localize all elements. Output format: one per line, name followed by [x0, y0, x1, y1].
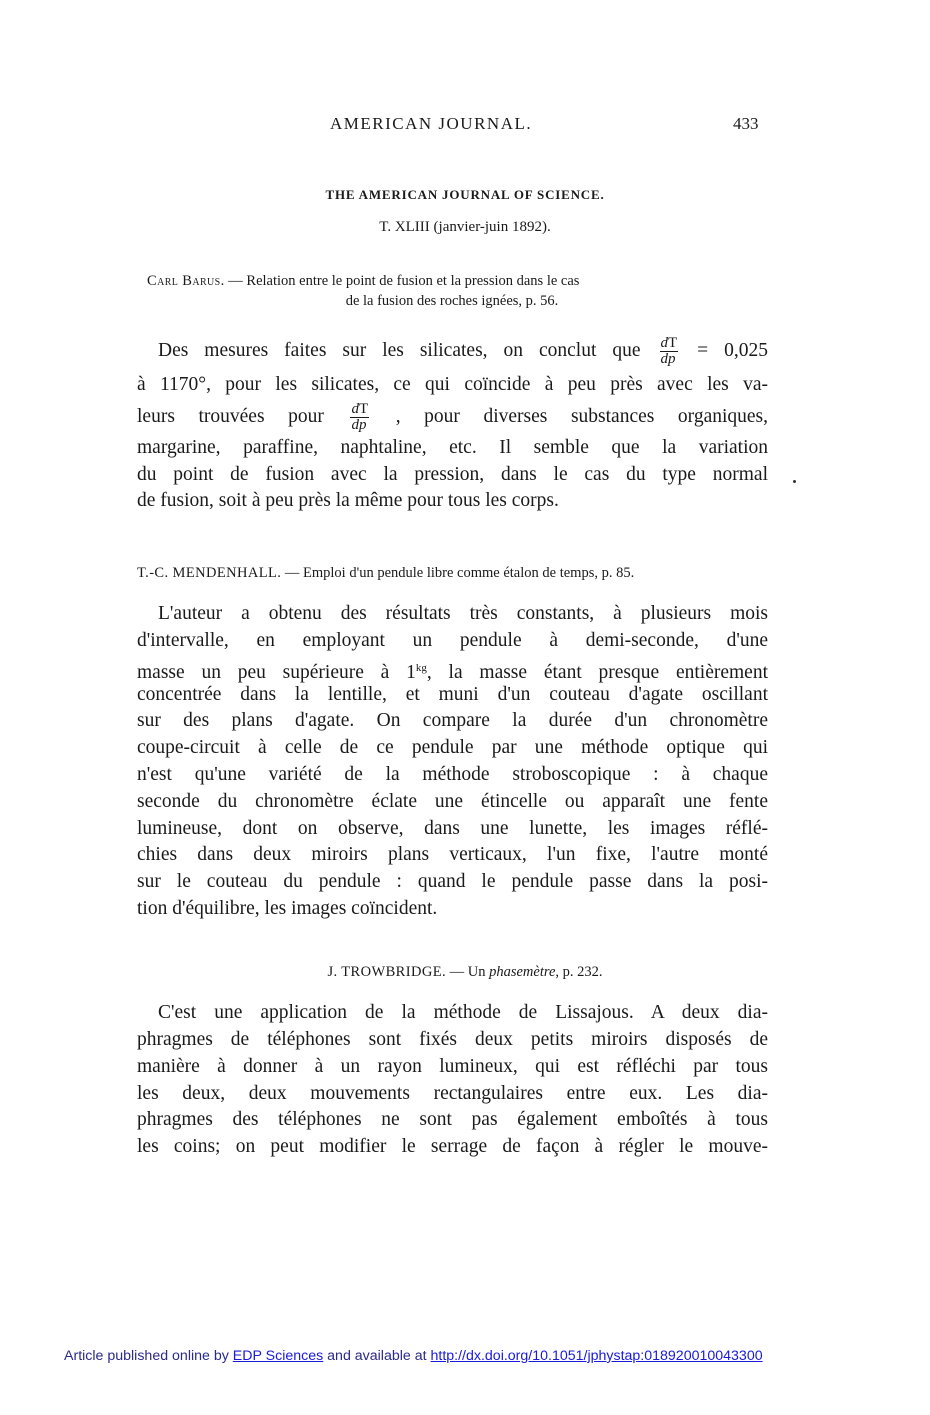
entry-author: T.-C. MENDENHALL.: [137, 565, 282, 581]
text-line: = 0,025: [697, 339, 769, 361]
text-line-with-unit: masse un peu supérieure à $1^{kg}$, la masse étant presque entièrement: [137, 661, 768, 683]
text-line: chies dans deux miroirs plans verticaux, l'un fixe, l'autre monté: [137, 844, 768, 866]
text-line: sur le couteau du pendule : quand le pendule passe dans la posi-: [137, 871, 768, 893]
text-line: leurs trouvées pour: [137, 405, 324, 427]
footer-text: and available at: [323, 1348, 431, 1364]
journal-volume: T. XLIII (janvier-juin 1892).: [379, 219, 551, 235]
paragraph-mendenhall-first-line: [158, 601, 768, 628]
entry-author: J. TROWBRIDGE.: [327, 964, 446, 980]
text-line: sur des plans d'agate. On compare la durée d'un chronomètre: [137, 710, 768, 732]
text-line: margarine, paraffine, naphtaline, etc. Il semble que la variation: [137, 436, 768, 458]
fraction-dT-dp: $\frac{dT}{dp}$: [351, 400, 369, 433]
paragraph-barus: [137, 372, 768, 515]
text-line: seconde du chronomètre éclate une étincelle ou apparaît une fente: [137, 790, 768, 812]
publisher-link[interactable]: EDP Sciences: [232, 1348, 324, 1364]
journal-title: THE AMERICAN JOURNAL OF SCIENCE.: [325, 187, 605, 202]
text-line: d'intervalle, en employant un pendule à demi-seconde, d'une: [137, 630, 768, 651]
entry-title-continued: de la fusion des roches ignées, p. 56.: [345, 293, 559, 309]
entry-heading-mendenhall: [137, 563, 768, 583]
entry-title: phasemètre: [489, 964, 556, 980]
entry-heading-trowbridge: [0, 962, 930, 982]
entry-heading-barus: [147, 271, 757, 311]
stray-mark: [793, 480, 796, 483]
text-line: L'auteur a obtenu des résultats très constants, à plusieurs mois: [158, 603, 768, 624]
text-line: manière à donner à un rayon lumineux, qui est réfléchi par tous: [137, 1055, 768, 1077]
entry-page: , p. 232.: [555, 964, 603, 980]
text-line: les deux, deux mouvements rectangulaires entre eux. Les dia-: [137, 1082, 768, 1104]
text-line: concentrée dans la lentille, et muni d'un couteau d'agate oscillant: [137, 683, 768, 705]
text-line: du point de fusion avec la pression, dans le cas du type normal: [137, 463, 768, 485]
paragraph-trowbridge-first-line: [158, 1000, 768, 1027]
fraction-dT-dp: $\frac{dT}{dp}$: [660, 335, 678, 367]
text-line: de fusion, soit à peu près la même pour tous les corps.: [137, 490, 559, 512]
running-head: [0, 114, 930, 136]
page-number: 433: [733, 114, 759, 133]
text-line: tion d'équilibre, les images coïncident.: [137, 897, 438, 919]
paragraph-mendenhall: [137, 628, 768, 923]
entry-dash: — Un: [445, 964, 490, 980]
text-line: les coins; on peut modifier le serrage de façon à régler le mouve-: [137, 1136, 768, 1158]
text-line: , pour diverses substances organiques,: [395, 405, 769, 427]
paragraph-trowbridge: [137, 1027, 768, 1161]
text-line: à 1170°, pour les silicates, ce qui coïncide à peu près avec les va-: [137, 374, 768, 395]
entry-author: Carl Barus.: [147, 273, 225, 289]
paragraph-barus-first-line: [158, 336, 768, 366]
text-line: lumineuse, dont on observe, dans une lunette, les images réflé-: [137, 817, 768, 839]
text-line: C'est une application de la méthode de Lissajous. A deux dia-: [158, 1002, 768, 1023]
publication-footer: [64, 1348, 763, 1364]
text-line: n'est qu'une variété de la méthode stroboscopique : à chaque: [137, 763, 768, 785]
entry-title: — Relation entre le point de fusion et la pression dans le cas: [224, 273, 580, 289]
text-line: phragmes des téléphones ne sont pas également emboîtés à tous: [137, 1109, 768, 1131]
doi-link[interactable]: http://dx.doi.org/10.1051/jphystap:018920010043300: [430, 1348, 763, 1364]
text-line: Des mesures faites sur les silicates, on conclut que: [158, 339, 641, 361]
text-line: coupe-circuit à celle de ce pendule par une méthode optique qui: [137, 737, 768, 759]
entry-title: — Emploi d'un pendule libre comme étalon de temps, p. 85.: [281, 565, 635, 581]
text-line: phragmes de téléphones sont fixés deux petits miroirs disposés de: [137, 1029, 768, 1050]
footer-text: Article published online by: [64, 1348, 233, 1364]
running-title: AMERICAN JOURNAL.: [330, 114, 533, 133]
